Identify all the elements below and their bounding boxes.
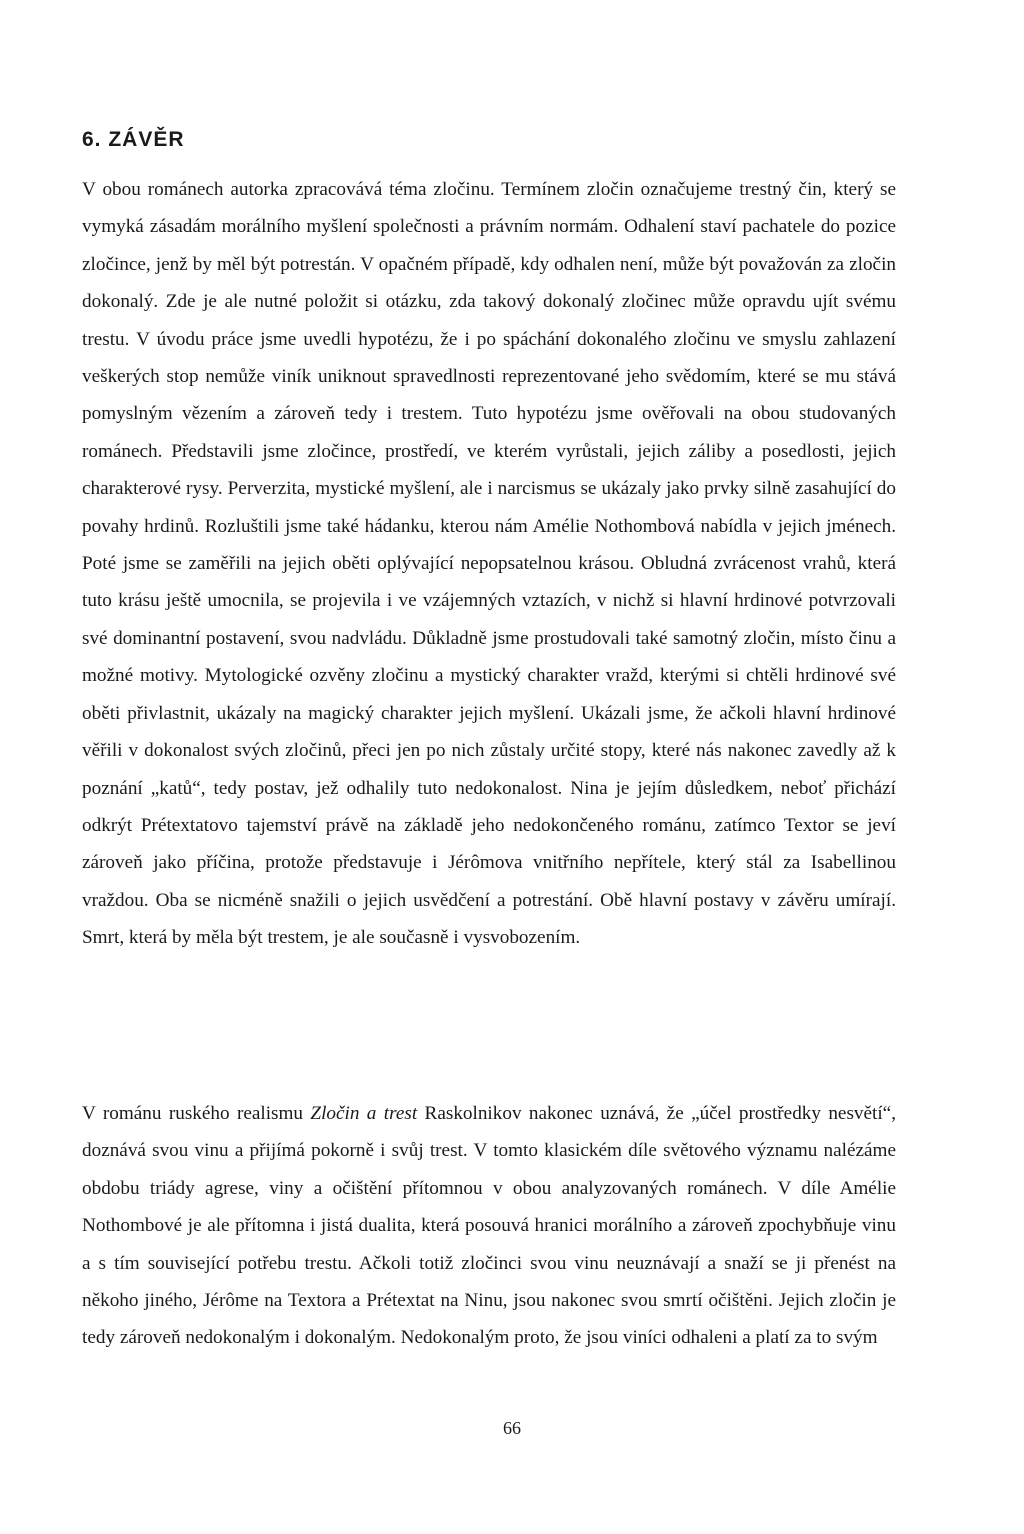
book-title-italic: Zločin a trest	[310, 1103, 418, 1124]
paragraph-2-text-start: V románu ruského realismu	[82, 1103, 311, 1124]
chapter-heading: 6. ZÁVĚR	[82, 128, 185, 151]
paragraph-conclusion-2	[82, 1095, 896, 1357]
paragraph-2-text-rest: Raskolnikov nakonec uznává, že „účel prostředky nesvětí“, doznává svou vinu a přijímá pokorně i svůj trest. V tomto klasickém díle světového významu nalézáme obdobu triády agrese, viny a očištění přítomnou v obou analyzovaných románech. V díle Amélie Nothombové je ale přítomna i jistá dualita, která posouvá hranici morálního a zároveň zpochybňuje vinu a s tím související potřebu trestu. Ačkoli totiž zločinci svou vinu neuznávají a snaží se ji přenést na někoho jiného, Jérôme na Textora a Prétextat na Ninu, jsou nakonec svou smrtí očištěni. Jejich zločin je tedy zároveň nedokonalým i dokonalým. Nedokonalým proto, že jsou viníci odhaleni a platí za to svým	[82, 1103, 897, 1349]
paragraph-conclusion-1	[82, 171, 896, 957]
paragraph-1-text: V obou románech autorka zpracovává téma zločinu. Termínem zločin označujeme trestný čin, který se vymyká zásadám morálního myšlení společnosti a právním normám. Odhalení staví pachatele do pozice zločince, jenž by měl být potrestán. V opačném případě, kdy odhalen není, může být považován za zločin dokonalý. Zde je ale nutné položit si otázku, zda takový dokonalý zločinec může opravdu ujít svému trestu. V úvodu práce jsme uvedli hypotézu, že i po spáchání dokonalého zločinu ve smyslu zahlazení veškerých stop nemůže viník uniknout spravedlnosti reprezentované jeho svědomím, které se mu stává pomyslným vězením a zároveň tedy i trestem. Tuto hypotézu jsme ověřovali na obou studovaných románech. Představili jsme zločince, prostředí, ve kterém vyrůstali, jejich záliby a posedlosti, jejich charakterové rysy. Perverzita, mystické myšlení, ale i narcismus se ukázaly jako prvky silně zasahující do povahy hrdinů. Rozluštili jsme také hádanku, kterou nám Amélie Nothombová nabídla v jejich jménech. Poté jsme se zaměřili na jejich oběti oplývající nepopsatelnou krásou. Obludná zvrácenost vrahů, která tuto krásu ještě umocnila, se projevila i ve vzájemných vztazích, v nichž si hlavní hrdinové potvrzovali své dominantní postavení, svou nadvládu. Důkladně jsme prostudovali také samotný zločin, místo činu a možné motivy. Mytologické ozvěny zločinu a mystický charakter vražd, kterými si chtěli hrdinové své oběti přivlastnit, ukázaly na magický charakter jejich myšlení. Ukázali jsme, že ačkoli hlavní hrdinové věřili v dokonalost svých zločinů, přeci jen po nich zůstaly určité stopy, které nás nakonec zavedly až k poznání „katů“, tedy postav, jež odhalily tuto nedokonalost. Nina je jejím důsledkem, neboť přichází odkrýt Prétextatovo tajemství právě na základě jeho nedokončeného románu, zatímco Textor se jeví zároveň jako příčina, protože představuje i Jérômova vnitřního nepřítele, který stál za Isabellinou vraždou. Oba se nicméně snažili o jejich usvědčení a potrestání. Obě hlavní postavy v závěru umírají. Smrt, která by měla být trestem, je ale současně i vysvobozením.	[82, 179, 896, 949]
page-number: 66	[503, 1418, 521, 1438]
